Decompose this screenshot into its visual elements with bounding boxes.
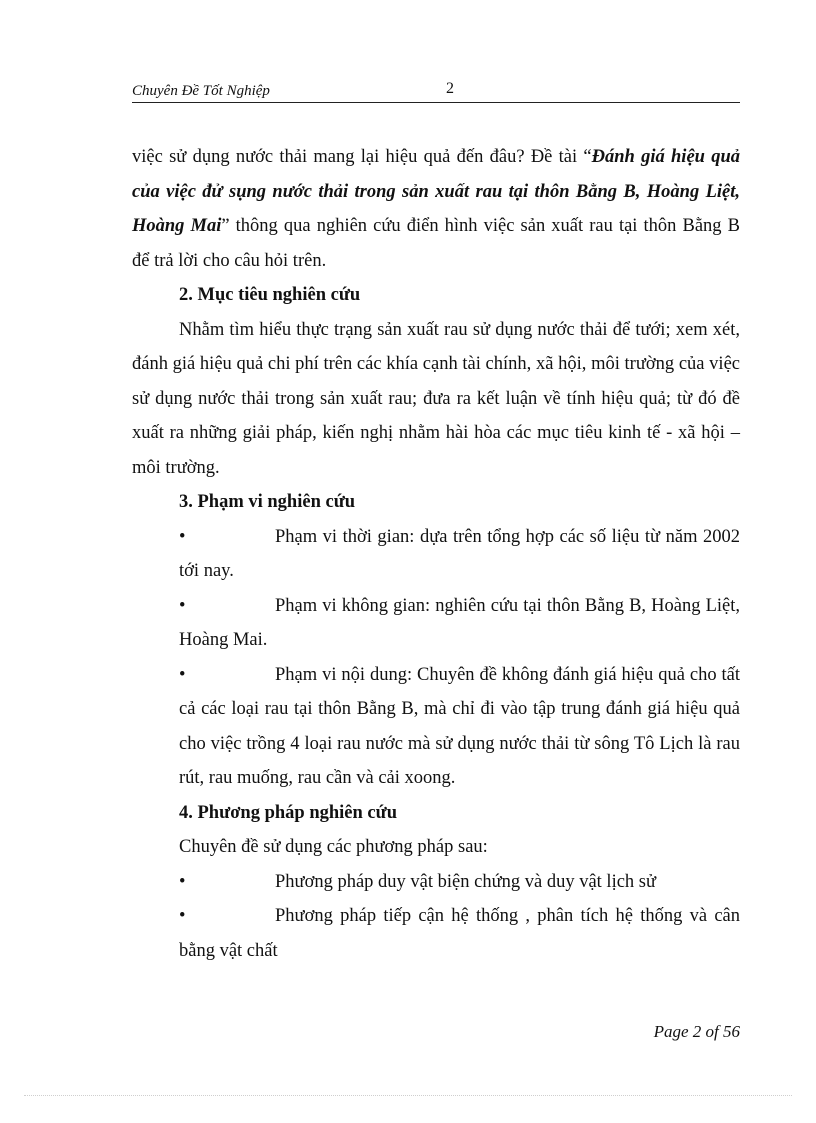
bullet-icon: • [179,526,186,547]
bullet-icon: • [179,906,186,926]
intro-text-before: việc sử dụng nước thải mang lại hiệu quả đến đâu? Đề tài “ [132,147,592,167]
bullet-icon: • [179,664,186,685]
page-header [132,80,740,103]
bullet-text: Phạm vi không gian: nghiên cứu tại thôn Bằng B, Hoàng Liệt, Hoàng Mai. [179,595,740,650]
page-bottom-divider [24,1095,792,1096]
bullet-icon: • [179,871,186,892]
bullet-text: Phương pháp duy vật biện chứng và duy vật lịch sử [275,871,657,892]
intro-text-after: ” thông qua nghiên cứu điển hình việc sản xuất rau tại thôn Bằng B để trả lời cho câu hỏi trên. [132,216,740,271]
section-3-heading: 3. Phạm vi nghiên cứu [179,492,356,512]
thesis-title: Đánh giá hiệu quả của việc đử sụng nước thải trong sản xuất rau tại thôn Bằng B, Hoàng Liệt, Hoàng Mai [132,147,740,236]
bullet-item [132,865,740,900]
section-4-heading: 4. Phương pháp nghiên cứu [179,802,398,823]
bullet-text: Phạm vi thời gian: dựa trên tổng hợp các số liệu từ năm 2002 tới nay. [179,526,740,581]
page-footer: Page 2 of 56 [653,1022,740,1041]
header-page-number: 2 [446,80,454,97]
bullet-item [132,520,740,589]
bullet-icon: • [179,595,186,616]
section-4-intro: Chuyên đề sử dụng các phương pháp sau: [179,837,488,857]
document-body [132,140,740,968]
bullet-text: Phương pháp tiếp cận hệ thống , phân tích hệ thống và cân bằng vật chất [179,906,740,961]
header-title: Chuyên Đề Tốt Nghiệp [132,83,270,99]
bullet-text: Phạm vi nội dung: Chuyên đề không đánh giá hiệu quả cho tất cả các loại rau tại thôn Bằng B, mà chỉ đi vào tập trung đánh giá hiệu quả cho việc trồng 4 loại rau nước mà sử dụng nước thải từ sông Tô Lịch là rau rút, rau muống, rau cần và cải xoong. [179,664,740,788]
bullet-item [132,658,740,796]
section-2-heading: 2. Mục tiêu nghiên cứu [179,285,361,305]
bullet-item [132,899,740,968]
bullet-item [132,589,740,658]
intro-paragraph [132,140,740,278]
section-2-paragraph: Nhằm tìm hiểu thực trạng sản xuất rau sử dụng nước thải để tưới; xem xét, đánh giá hiệu quả chi phí trên các khía cạnh tài chính, xã hội, môi trường của việc sử dụng nước thải trong sản xuất rau; đưa ra kết luận về tính hiệu quả; từ đó đề xuất ra những giải pháp, kiến nghị nhằm hài hòa các mục tiêu kinh tế - xã hội – môi trường. [132,319,740,478]
